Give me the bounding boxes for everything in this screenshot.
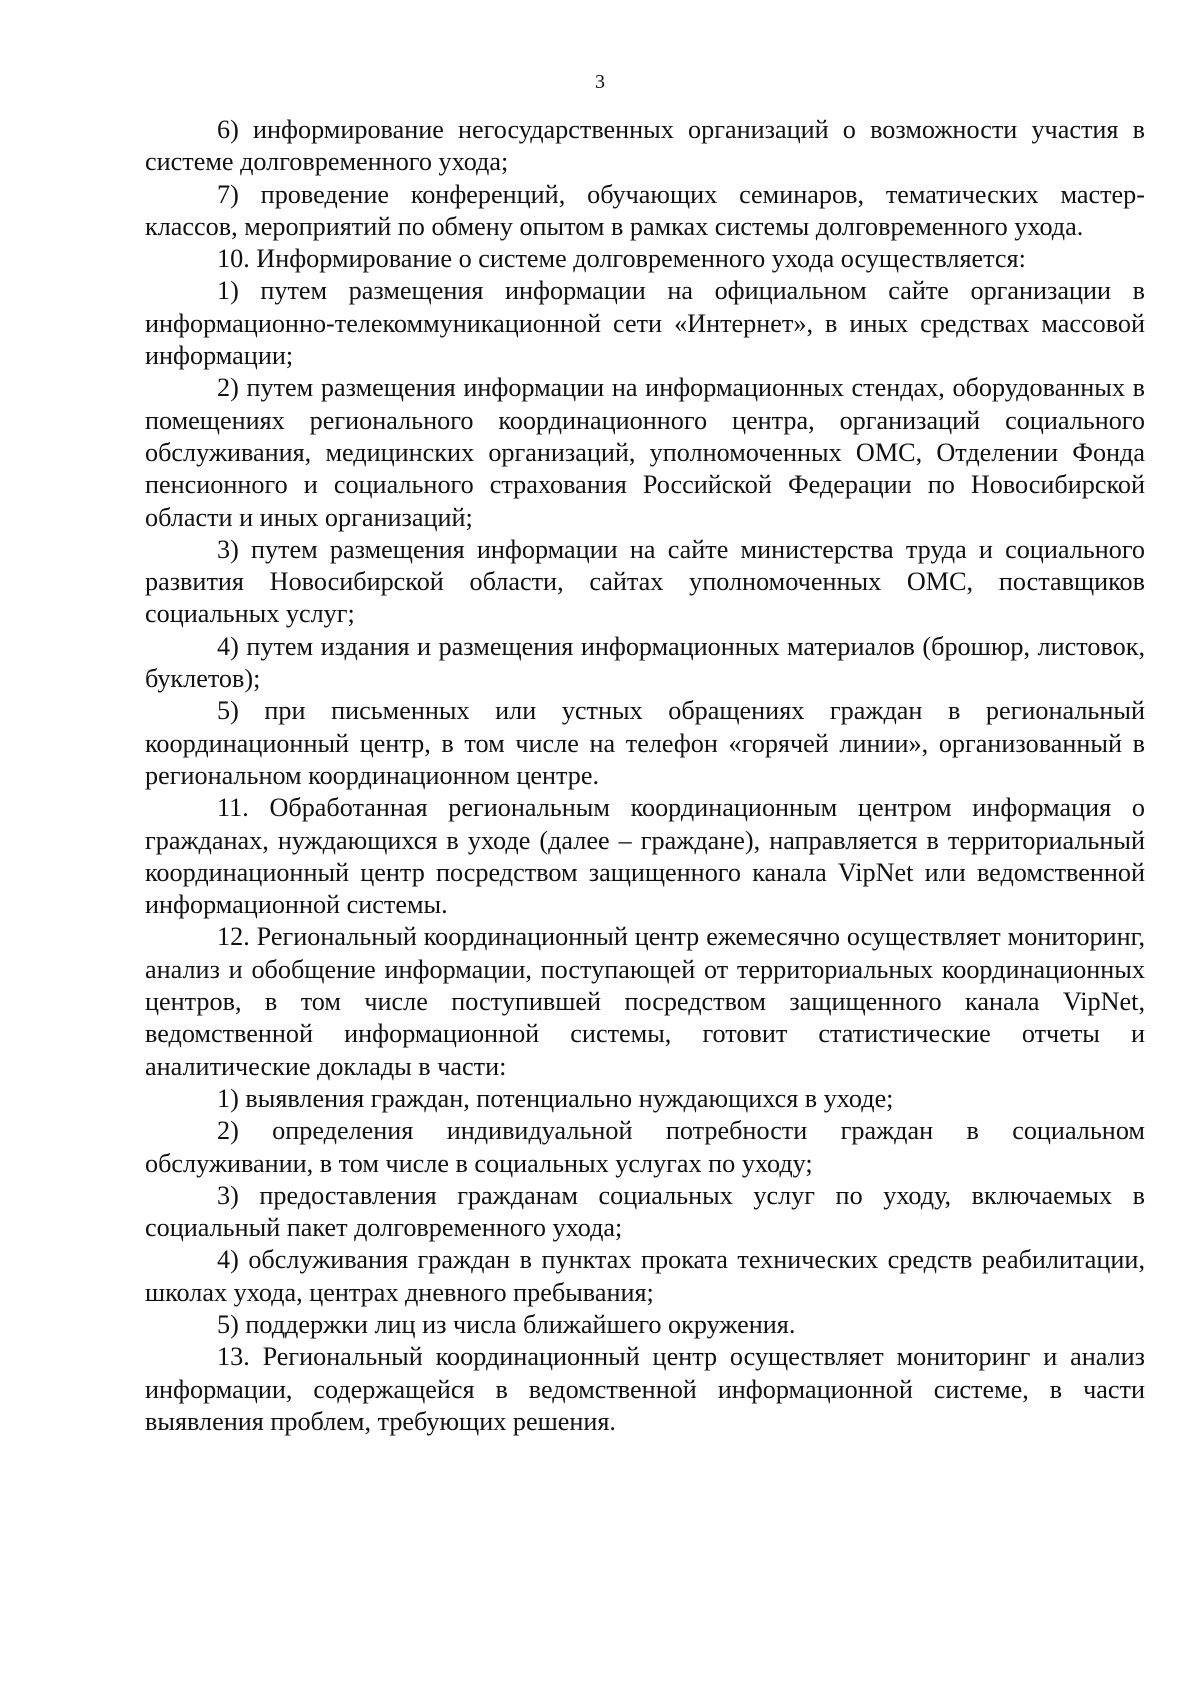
paragraph-section-13: 13. Региональный координационный центр осуществляет мониторинг и анализ информации, содержащейся в ведомственной информационной системе, в части выявления проблем, требующих решения. — [145, 1342, 1145, 1436]
paragraph-section-10: 10. Информирование о системе долговременного ухода осуществляется: — [217, 244, 1026, 274]
paragraph-12-item-2: 2) определения индивидуальной потребности граждан в социальном обслуживании, в том числе в социальных услугах по уходу; — [145, 1116, 1145, 1178]
paragraph-12-item-3: 3) предоставления гражданам социальных услуг по уходу, включаемых в социальный пакет долговременного ухода; — [145, 1180, 1145, 1243]
paragraph-10-item-2: 2) путем размещения информации на информационных стендах, оборудованных в помещениях регионального координационного центра, организаций социального обслуживания, медицинских организаций, уполномоченных ОМС, Отделении Фонда пенсионного и социального страхования Российской Федерации по Новосибирской области и иных организаций; — [145, 373, 1145, 532]
paragraph-12-item-4: 4) обслуживания граждан в пунктах проката технических средств реабилитации, школах ухода, центрах дневного пребывания; — [145, 1245, 1145, 1307]
paragraph-12-item-5: 5) поддержки лиц из числа ближайшего окружения. — [217, 1309, 796, 1339]
paragraph-section-11: 11. Обработанная региональным координационным центром информация о гражданах, нуждающихся в уходе (далее – граждане), направляется в территориальный координационный центр посредством защищенного канала VipNet или ведомственной информационной системы. — [145, 793, 1145, 920]
paragraph-item-7: 7) проведение конференций, обучающих семинаров, тематических мастер-классов, мероприятий по обмену опытом в рамках системы долговременного ухода. — [145, 179, 1145, 241]
document-body — [145, 114, 1145, 1438]
paragraph-section-12: 12. Региональный координационный центр ежемесячно осуществляет мониторинг, анализ и обобщение информации, поступающей от территориальных координационных центров, в том числе поступившей посредством защищенного канала VipNet, ведомственной информационной системы, готовит статистические отчеты и аналитические доклады в части: — [145, 922, 1145, 1081]
paragraph-12-item-1: 1) выявления граждан, потенциально нуждающихся в уходе; — [217, 1083, 894, 1113]
paragraph-10-item-1: 1) путем размещения информации на официальном сайте организации в информационно-телекоммуникационной сети «Интернет», в иных средствах массовой информации; — [145, 276, 1145, 371]
paragraph-10-item-3: 3) путем размещения информации на сайте министерства труда и социального развития Новосибирской области, сайтах уполномоченных ОМС, поставщиков социальных услуг; — [145, 534, 1145, 629]
paragraph-10-item-5: 5) при письменных или устных обращениях граждан в региональный координационный центр, в том числе на телефон «горячей линии», организованный в региональном координационном центре. — [145, 696, 1145, 790]
paragraph-10-item-4: 4) путем издания и размещения информационных материалов (брошюр, листовок, буклетов); — [145, 631, 1145, 694]
paragraph-item-6: 6) информирование негосударственных организаций о возможности участия в системе долговременного ухода; — [145, 115, 1145, 177]
page-number: 3 — [595, 71, 605, 93]
